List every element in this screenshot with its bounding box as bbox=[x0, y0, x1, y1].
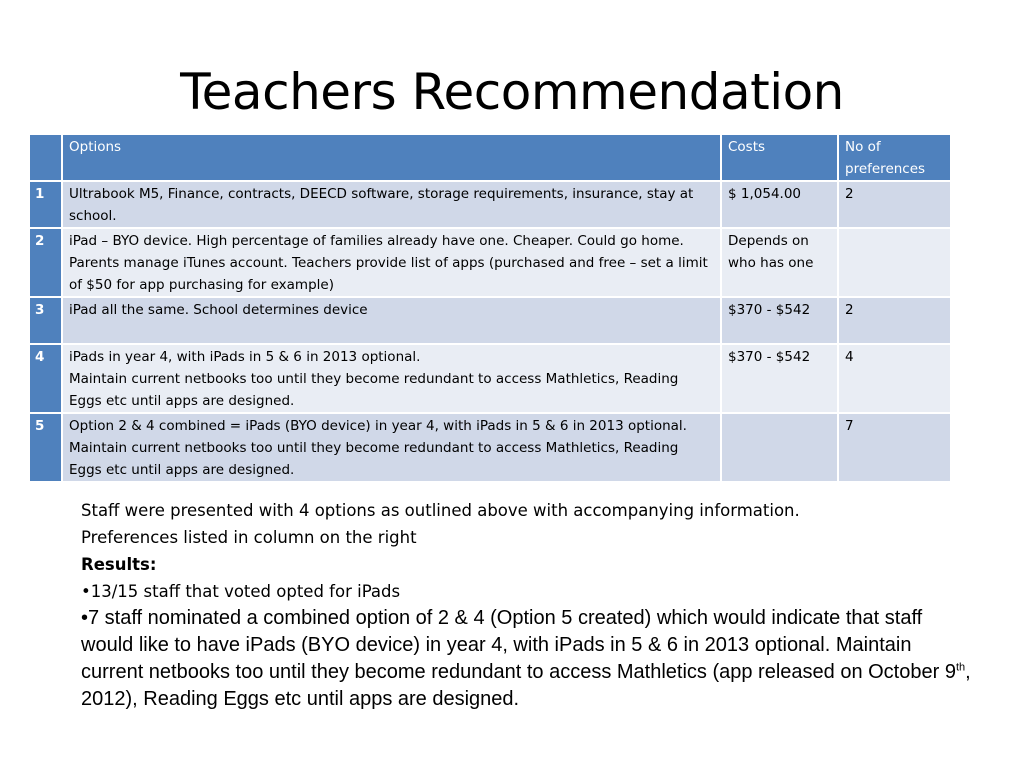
row-number: 4 bbox=[29, 344, 62, 413]
row-preferences: 4 bbox=[838, 344, 951, 413]
row-number: 3 bbox=[29, 297, 62, 344]
row-option: iPad – BYO device. High percentage of families already have one. Cheaper. Could go home. Parents manage iTunes account. Teachers provide list of apps (purchased and free – set a limit of $50 for app purchasing for example) bbox=[62, 228, 721, 297]
bullet-2-superscript: th bbox=[955, 661, 966, 674]
table-row bbox=[29, 228, 951, 297]
row-preferences bbox=[838, 228, 951, 297]
row-number: 2 bbox=[29, 228, 62, 297]
table-row bbox=[29, 297, 951, 344]
row-cost: $ 1,054.00 bbox=[721, 181, 838, 228]
row-cost: Depends on who has one bbox=[721, 228, 838, 297]
slide-title: Teachers Recommendation bbox=[180, 63, 844, 121]
row-preferences: 2 bbox=[838, 297, 951, 344]
row-preferences: 7 bbox=[838, 413, 951, 482]
header-num bbox=[29, 134, 62, 181]
notes-line-1: Staff were presented with 4 options as outlined above with accompanying information. bbox=[81, 501, 800, 520]
row-preferences: 2 bbox=[838, 181, 951, 228]
table-row bbox=[29, 181, 951, 228]
header-costs: Costs bbox=[721, 134, 838, 181]
row-option: Option 2 & 4 combined = iPads (BYO device) in year 4, with iPads in 5 & 6 in 2013 optional. Maintain current netbooks too until they become redundant to access Mathletics, Reading Eggs etc until apps are designed. bbox=[62, 413, 721, 482]
results-bullet-2 bbox=[81, 605, 971, 713]
table-header-row bbox=[29, 134, 951, 181]
table-row bbox=[29, 413, 951, 482]
options-table bbox=[28, 133, 952, 483]
row-option: Ultrabook M5, Finance, contracts, DEECD software, storage requirements, insurance, stay at school. bbox=[62, 181, 721, 228]
row-cost bbox=[721, 413, 838, 482]
row-cost: $370 - $542 bbox=[721, 344, 838, 413]
bullet-2-text-start: •7 staff nominated a combined option of 2 & 4 (Option 5 created) which would indicate that staff would like to have iPads (BYO device) in year 4, with iPads in 5 & 6 in 2013 optional. Maintain current netbooks too until they become redundant to access Mathletics (app released on October 9 bbox=[81, 607, 956, 683]
notes-text-box bbox=[81, 497, 971, 713]
row-number: 1 bbox=[29, 181, 62, 228]
row-number: 5 bbox=[29, 413, 62, 482]
row-cost: $370 - $542 bbox=[721, 297, 838, 344]
results-bullet-1: •13/15 staff that voted opted for iPads bbox=[81, 582, 401, 601]
row-option: iPads in year 4, with iPads in 5 & 6 in 2013 optional. Maintain current netbooks too until they become redundant to access Mathletics, Reading Eggs etc until apps are designed. bbox=[62, 344, 721, 413]
header-options: Options bbox=[62, 134, 721, 181]
bullet-2-text-end: , 2012), Reading Eggs etc until apps are designed. bbox=[81, 661, 971, 710]
results-label: Results: bbox=[81, 555, 157, 574]
table-row bbox=[29, 344, 951, 413]
notes-line-2: Preferences listed in column on the right bbox=[81, 528, 417, 547]
header-preferences: No of preferences bbox=[838, 134, 951, 181]
row-option: iPad all the same. School determines device bbox=[62, 297, 721, 344]
